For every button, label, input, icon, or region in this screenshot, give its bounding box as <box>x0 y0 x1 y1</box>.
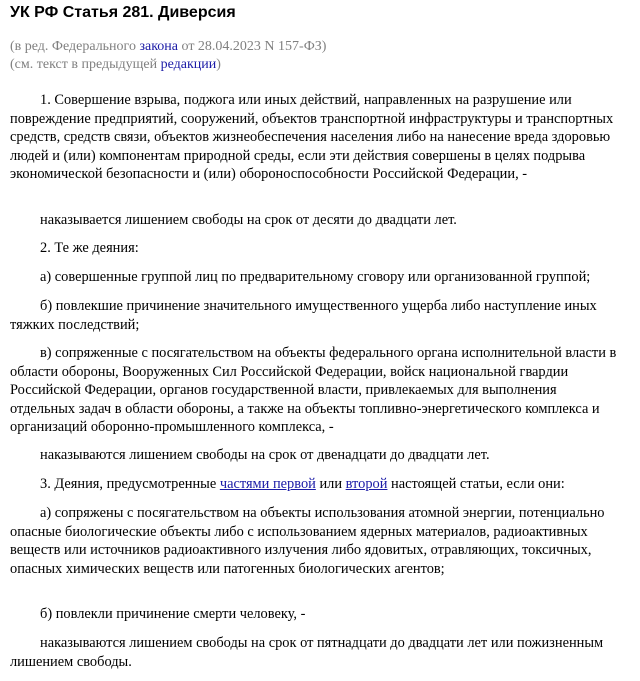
previous-edition-link[interactable]: редакции <box>160 57 217 72</box>
paragraph-item-b-3 <box>10 605 625 624</box>
paragraph-part-2 <box>10 239 625 258</box>
paragraph-item-a-3-text: а) сопряжены с посягательством на объекты использования атомной энергии, потенциально опасные биологические объекты либо с использованием ядерных материалов, радиоактивных веществ или источников радиоактивного излучения либо ядовитых, отравляющих, токсичных, опасных химических веществ или патогенных биологических агентов; <box>10 505 605 577</box>
paragraph-penalty-3 <box>10 634 625 671</box>
paragraph-item-a-3 <box>10 504 625 578</box>
paragraph-part-3 <box>10 475 625 494</box>
paragraph-part-1-text: 1. Совершение взрыва, поджога или иных действий, направленных на разрушение или повреждение предприятий, сооружений, объектов транспортной инфраструктуры и транспортных средств, средств связи, объектов жизнеобеспечения населения либо на нанесение вреда здоровью людей и (или) компонентам природной среды, если эти действия совершены в целях подрыва экономической безопасности и (или) обороноспособности Российской Федерации, - <box>10 92 614 182</box>
paragraph-item-v <box>10 344 625 437</box>
edition-note <box>10 38 326 56</box>
part-second-link[interactable]: второй <box>345 476 388 492</box>
paragraph-penalty-1-text: наказывается лишением свободы на срок от десяти до двадцати лет. <box>40 212 457 228</box>
paragraph-part-3-prefix: 3. Деяния, предусмотренные <box>40 476 220 492</box>
previous-edition-prefix: (см. текст в предыдущей <box>10 57 161 72</box>
paragraph-part-3-mid: или <box>315 476 346 492</box>
edition-note-suffix: от 28.04.2023 N 157-ФЗ) <box>178 39 327 54</box>
previous-edition-suffix: ) <box>216 57 221 72</box>
paragraph-part-3-suffix: настоящей статьи, если они: <box>387 476 565 492</box>
paragraph-item-b-text: б) повлекшие причинение значительного имущественного ущерба либо наступление иных тяжких последствий; <box>10 298 597 333</box>
paragraph-item-a <box>10 268 625 287</box>
parts-first-link[interactable]: частями первой <box>219 476 316 492</box>
previous-edition-note <box>10 56 221 74</box>
edition-note-prefix: (в ред. Федерального <box>10 39 140 54</box>
paragraph-part-2-text: 2. Те же деяния: <box>40 240 139 256</box>
paragraph-part-1 <box>10 91 625 184</box>
paragraph-item-a-text: а) совершенные группой лиц по предварительному сговору или организованной группой; <box>40 269 591 285</box>
paragraph-item-v-text: в) сопряженные с посягательством на объекты федерального органа исполнительной власти в области обороны, Вооруженных Сил Российской Федерации, войск национальной гвардии Российской Федерации, органов государственной власти, привлекаемых для выполнения отдельных задач в области обороны, а также на объекты топливно-энергетического комплекса и организаций оборонно-промышленного комплекса, - <box>10 345 617 435</box>
law-link[interactable]: закона <box>139 39 178 54</box>
paragraph-item-b <box>10 297 625 334</box>
page-title: УК РФ Статья 281. Диверсия <box>10 4 236 21</box>
paragraph-item-b-3-text: б) повлекли причинение смерти человеку, - <box>40 606 306 622</box>
paragraph-penalty-1 <box>10 211 625 230</box>
paragraph-penalty-3-text: наказываются лишением свободы на срок от пятнадцати до двадцати лет или пожизненным лишением свободы. <box>10 635 604 670</box>
paragraph-penalty-2-text: наказываются лишением свободы на срок от двенадцати до двадцати лет. <box>40 447 490 463</box>
paragraph-penalty-2 <box>10 446 625 465</box>
